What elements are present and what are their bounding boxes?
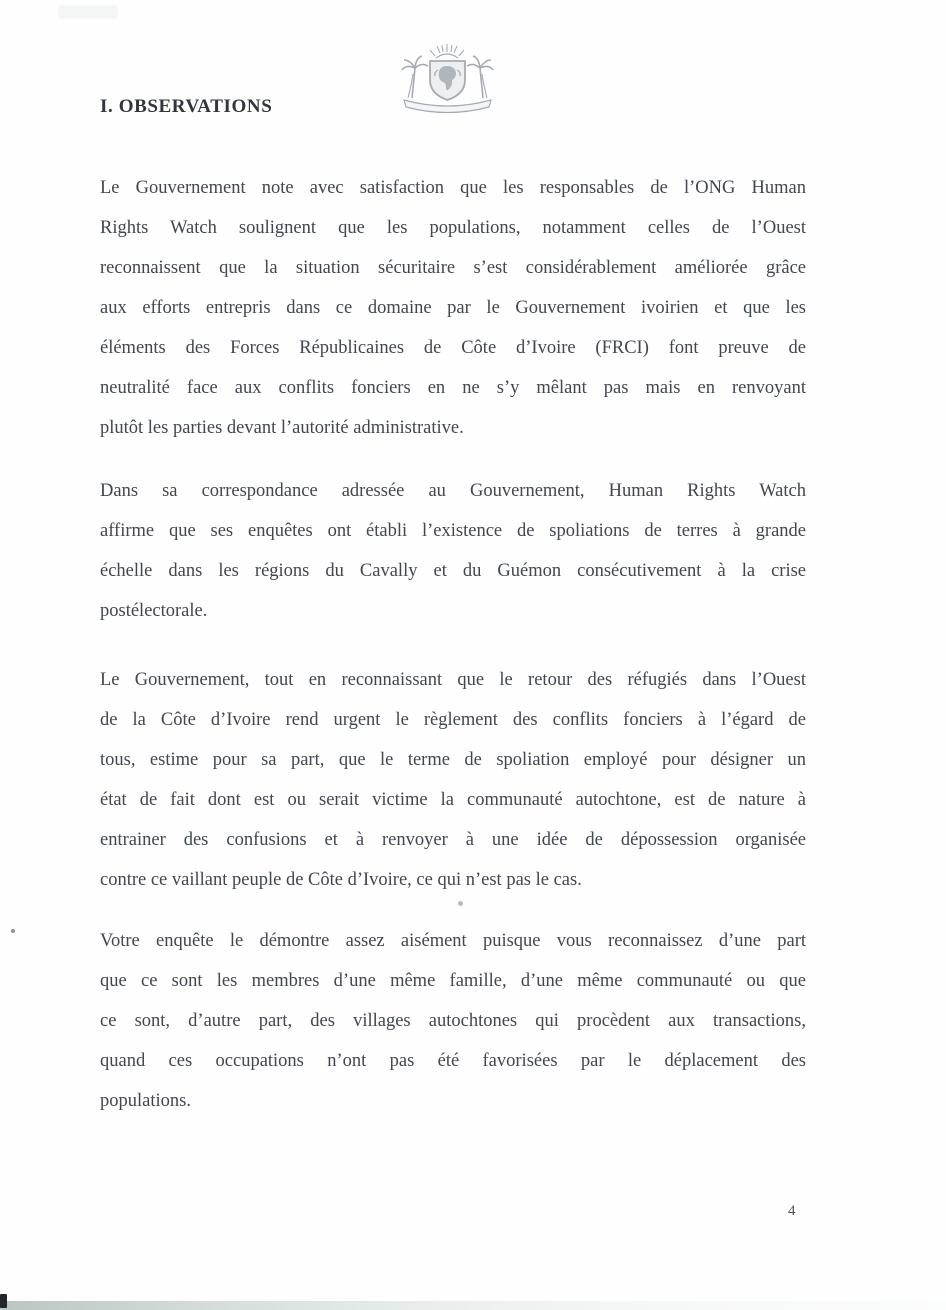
paragraph	[100, 660, 806, 900]
text-line: Votre enquête le démontre assez aisément puisque vous reconnaissez d’une part	[100, 931, 806, 951]
text-line: neutralité face aux conflits fonciers en ne s’y mêlant pas mais en renvoyant	[100, 378, 806, 398]
text-line: entrainer des confusions et à renvoyer à une idée de dépossession organisée	[100, 830, 806, 850]
text-line: échelle dans les régions du Cavally et du Guémon consécutivement à la crise	[100, 561, 806, 581]
text-line: plutôt les parties devant l’autorité administrative.	[100, 418, 464, 438]
text-line: éléments des Forces Républicaines de Côte d’Ivoire (FRCI) font preuve de	[100, 338, 806, 358]
coat-of-arms-icon	[390, 42, 505, 116]
text-line: affirme que ses enquêtes ont établi l’existence de spoliations de terres à grande	[100, 521, 806, 541]
scan-corner-mark	[0, 1294, 7, 1308]
text-line: populations.	[100, 1091, 191, 1111]
scan-smudge	[58, 5, 118, 19]
text-line: que ce sont les membres d’une même famille, d’une même communauté ou que	[100, 971, 806, 991]
text-line: Dans sa correspondance adressée au Gouvernement, Human Rights Watch	[100, 481, 806, 501]
page-number: 4	[788, 1203, 796, 1219]
text-line: quand ces occupations n’ont pas été favorisées par le déplacement des	[100, 1051, 806, 1071]
paragraph	[100, 168, 806, 448]
paragraph	[100, 921, 806, 1121]
text-line: contre ce vaillant peuple de Côte d’Ivoire, ce qui n’est pas le cas.	[100, 870, 582, 890]
text-line: ce sont, d’autre part, des villages autochtones qui procèdent aux transactions,	[100, 1011, 806, 1031]
section-heading: I. OBSERVATIONS	[100, 96, 273, 117]
text-line: reconnaissent que la situation sécuritaire s’est considérablement améliorée grâce	[100, 258, 806, 278]
text-line: Le Gouvernement note avec satisfaction que les responsables de l’ONG Human	[100, 178, 806, 198]
scan-speck	[458, 901, 463, 906]
text-line: tous, estime pour sa part, que le terme de spoliation employé pour désigner un	[100, 750, 806, 770]
text-line: de la Côte d’Ivoire rend urgent le règlement des conflits fonciers à l’égard de	[100, 710, 806, 730]
scan-speck	[11, 929, 15, 933]
text-line: postélectorale.	[100, 601, 208, 621]
text-line: Rights Watch soulignent que les populations, notamment celles de l’Ouest	[100, 218, 806, 238]
text-line: aux efforts entrepris dans ce domaine par le Gouvernement ivoirien et que les	[100, 298, 806, 318]
text-line: état de fait dont est ou serait victime la communauté autochtone, est de nature à	[100, 790, 806, 810]
scan-edge-band	[0, 1301, 946, 1310]
text-line: Le Gouvernement, tout en reconnaissant que le retour des réfugiés dans l’Ouest	[100, 670, 806, 690]
paragraph	[100, 471, 806, 631]
